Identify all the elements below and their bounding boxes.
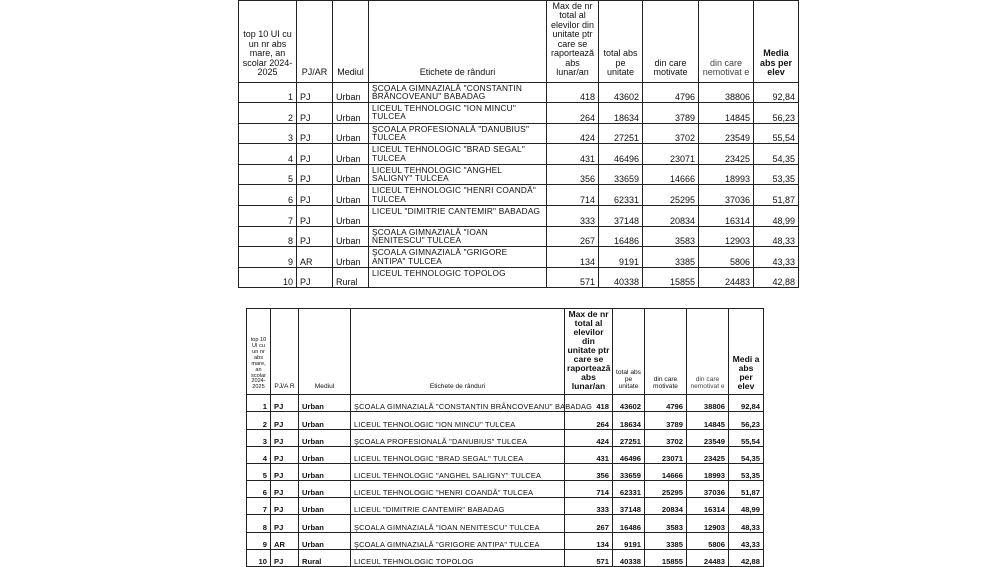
school-name-cell: LICEUL TEHNOLOGIC TOPOLOG xyxy=(369,267,547,288)
average-abs-cell: 55,54 xyxy=(729,429,764,446)
table-row xyxy=(239,206,799,227)
unmotivated-abs-cell: 18993 xyxy=(687,463,729,480)
motivated-abs-cell: 3583 xyxy=(643,226,699,247)
unmotivated-abs-cell: 38806 xyxy=(687,395,729,412)
pjar-cell: AR xyxy=(297,247,333,268)
mediu-cell: Urban xyxy=(299,481,351,498)
school-name-cell: ŞCOALA GIMNAZIALĂ "GRIGORE ANTIPA" TULCEA xyxy=(369,247,547,268)
unmotivated-abs-cell: 23549 xyxy=(687,429,729,446)
motivated-abs-cell: 3789 xyxy=(643,103,699,124)
table-row xyxy=(239,185,799,206)
unmotivated-abs-cell: 38806 xyxy=(699,82,754,103)
max-students-cell: 424 xyxy=(547,123,599,144)
header-total: total abs pe unitate xyxy=(599,1,643,83)
pjar-cell: PJ xyxy=(297,82,333,103)
unmotivated-abs-cell: 23425 xyxy=(687,446,729,463)
pjar-cell: PJ xyxy=(297,185,333,206)
table-row xyxy=(247,463,764,480)
motivated-abs-cell: 25295 xyxy=(643,185,699,206)
mediu-cell: Urban xyxy=(333,164,369,185)
total-abs-cell: 18634 xyxy=(613,412,645,429)
total-abs-cell: 27251 xyxy=(613,429,645,446)
motivated-abs-cell: 14666 xyxy=(645,463,687,480)
top-absence-table xyxy=(238,0,799,288)
unmotivated-abs-cell: 16314 xyxy=(699,206,754,227)
unmotivated-abs-cell: 37036 xyxy=(699,185,754,206)
unmotivated-abs-cell: 14845 xyxy=(687,412,729,429)
school-name-cell: LICEUL TEHNOLOGIC "BRAD SEGAL" TULCEA xyxy=(369,144,547,165)
school-name-cell: LICEUL "DIMITRIE CANTEMIR" BABADAG xyxy=(351,498,565,515)
mediu-cell: Urban xyxy=(333,103,369,124)
header-pjar: PJ/A R xyxy=(271,309,299,395)
rank-cell: 8 xyxy=(247,515,271,532)
pjar-cell: AR xyxy=(271,532,299,549)
mediu-cell: Rural xyxy=(299,549,351,566)
school-name-cell: LICEUL TEHNOLOGIC "ANGHEL SALIGNY" TULCEA xyxy=(351,463,565,480)
total-abs-cell: 33659 xyxy=(613,463,645,480)
mediu-cell: Urban xyxy=(333,206,369,227)
motivated-abs-cell: 4796 xyxy=(645,395,687,412)
table-row xyxy=(239,103,799,124)
average-abs-cell: 53,35 xyxy=(729,463,764,480)
motivated-abs-cell: 3789 xyxy=(645,412,687,429)
average-abs-cell: 48,33 xyxy=(754,226,799,247)
table-row xyxy=(247,429,764,446)
table-row xyxy=(239,247,799,268)
total-abs-cell: 27251 xyxy=(599,123,643,144)
unmotivated-abs-cell: 16314 xyxy=(687,498,729,515)
rank-cell: 2 xyxy=(247,412,271,429)
average-abs-cell: 54,35 xyxy=(729,446,764,463)
pjar-cell: PJ xyxy=(271,395,299,412)
unmotivated-abs-cell: 37036 xyxy=(687,481,729,498)
average-abs-cell: 55,54 xyxy=(754,123,799,144)
max-students-cell: 333 xyxy=(547,206,599,227)
school-name-cell: ŞCOALA GIMNAZIALĂ "CONSTANTIN BRÂNCOVEANU" BABADAG xyxy=(351,395,565,412)
total-abs-cell: 43602 xyxy=(613,395,645,412)
header-rank: top 10 UI cu un nr abs mare, an scolar 2024-2025 xyxy=(239,1,297,83)
table-row xyxy=(239,164,799,185)
header-pjar: PJ/AR xyxy=(297,1,333,83)
total-abs-cell: 40338 xyxy=(613,549,645,566)
mediu-cell: Urban xyxy=(333,226,369,247)
school-name-cell: LICEUL TEHNOLOGIC "BRAD SEGAL" TULCEA xyxy=(351,446,565,463)
unmotivated-abs-cell: 5806 xyxy=(699,247,754,268)
average-abs-cell: 48,99 xyxy=(729,498,764,515)
pjar-cell: PJ xyxy=(297,206,333,227)
max-students-cell: 356 xyxy=(547,164,599,185)
max-students-cell: 424 xyxy=(565,429,613,446)
school-name-cell: ŞCOALA PROFESIONALĂ "DANUBIUS" TULCEA xyxy=(351,429,565,446)
average-abs-cell: 42,88 xyxy=(754,267,799,288)
table-row xyxy=(247,412,764,429)
unmotivated-abs-cell: 23549 xyxy=(699,123,754,144)
rank-cell: 9 xyxy=(247,532,271,549)
unmotivated-abs-cell: 14845 xyxy=(699,103,754,124)
header-mediu: Mediul xyxy=(299,309,351,395)
total-abs-cell: 37148 xyxy=(613,498,645,515)
pjar-cell: PJ xyxy=(271,446,299,463)
school-name-cell: LICEUL "DIMITRIE CANTEMIR" BABADAG xyxy=(369,206,547,227)
pjar-cell: PJ xyxy=(271,549,299,566)
rank-cell: 10 xyxy=(239,267,297,288)
motivated-abs-cell: 20834 xyxy=(643,206,699,227)
mediu-cell: Urban xyxy=(299,429,351,446)
rank-cell: 6 xyxy=(239,185,297,206)
school-name-cell: LICEUL TEHNOLOGIC "ANGHEL SALIGNY" TULCEA xyxy=(369,164,547,185)
rank-cell: 6 xyxy=(247,481,271,498)
bottom-absence-table xyxy=(246,308,764,567)
pjar-cell: PJ xyxy=(297,123,333,144)
school-name-cell: LICEUL TEHNOLOGIC TOPOLOG xyxy=(351,549,565,566)
max-students-cell: 431 xyxy=(547,144,599,165)
pjar-cell: PJ xyxy=(271,498,299,515)
rank-cell: 1 xyxy=(239,82,297,103)
header-nemotivate: din care nemotivat e xyxy=(687,309,729,395)
rank-cell: 10 xyxy=(247,549,271,566)
header-etichete: Etichete de rânduri xyxy=(369,1,547,83)
school-name-cell: ŞCOALA PROFESIONALĂ "DANUBIUS" TULCEA xyxy=(369,123,547,144)
pjar-cell: PJ xyxy=(271,463,299,480)
motivated-abs-cell: 23071 xyxy=(645,446,687,463)
max-students-cell: 356 xyxy=(565,463,613,480)
pjar-cell: PJ xyxy=(271,412,299,429)
pjar-cell: PJ xyxy=(297,226,333,247)
max-students-cell: 134 xyxy=(547,247,599,268)
unmotivated-abs-cell: 24483 xyxy=(699,267,754,288)
average-abs-cell: 56,23 xyxy=(729,412,764,429)
mediu-cell: Urban xyxy=(299,412,351,429)
school-name-cell: LICEUL TEHNOLOGIC "ION MINCU" TULCEA xyxy=(351,412,565,429)
mediu-cell: Urban xyxy=(299,446,351,463)
max-students-cell: 714 xyxy=(547,185,599,206)
unmotivated-abs-cell: 12903 xyxy=(687,515,729,532)
mediu-cell: Urban xyxy=(333,123,369,144)
header-motivate: din care motivate xyxy=(643,1,699,83)
header-total: total abs pe unitate xyxy=(613,309,645,395)
average-abs-cell: 53,35 xyxy=(754,164,799,185)
average-abs-cell: 43,33 xyxy=(754,247,799,268)
average-abs-cell: 43,33 xyxy=(729,532,764,549)
table-row xyxy=(247,481,764,498)
table-row xyxy=(247,515,764,532)
rank-cell: 3 xyxy=(239,123,297,144)
header-nemotivate: din care nemotivat e xyxy=(699,1,754,83)
mediu-cell: Urban xyxy=(333,247,369,268)
average-abs-cell: 48,33 xyxy=(729,515,764,532)
unmotivated-abs-cell: 24483 xyxy=(687,549,729,566)
max-students-cell: 333 xyxy=(565,498,613,515)
total-abs-cell: 62331 xyxy=(613,481,645,498)
rank-cell: 8 xyxy=(239,226,297,247)
table-row xyxy=(247,395,764,412)
header-max: Max de nr total al elevilor din unitate ptr care se raportează abs lunar/an xyxy=(547,1,599,83)
table-header-row xyxy=(239,1,799,83)
pjar-cell: PJ xyxy=(271,429,299,446)
header-etichete: Etichete de rânduri xyxy=(351,309,565,395)
rank-cell: 7 xyxy=(247,498,271,515)
rank-cell: 2 xyxy=(239,103,297,124)
header-media: Medi a abs per elev xyxy=(729,309,764,395)
max-students-cell: 418 xyxy=(547,82,599,103)
pjar-cell: PJ xyxy=(271,515,299,532)
pjar-cell: PJ xyxy=(271,481,299,498)
pjar-cell: PJ xyxy=(297,267,333,288)
rank-cell: 3 xyxy=(247,429,271,446)
table-row xyxy=(239,267,799,288)
motivated-abs-cell: 15855 xyxy=(645,549,687,566)
total-abs-cell: 33659 xyxy=(599,164,643,185)
unmotivated-abs-cell: 23425 xyxy=(699,144,754,165)
mediu-cell: Urban xyxy=(299,532,351,549)
max-students-cell: 571 xyxy=(547,267,599,288)
school-name-cell: ŞCOALA GIMNAZIALĂ "IOAN NENITESCU" TULCEA xyxy=(369,226,547,247)
header-media: Media abs per elev xyxy=(754,1,799,83)
rank-cell: 4 xyxy=(239,144,297,165)
mediu-cell: Urban xyxy=(299,395,351,412)
table-row xyxy=(247,549,764,566)
table-row xyxy=(247,498,764,515)
total-abs-cell: 40338 xyxy=(599,267,643,288)
pjar-cell: PJ xyxy=(297,144,333,165)
motivated-abs-cell: 25295 xyxy=(645,481,687,498)
motivated-abs-cell: 23071 xyxy=(643,144,699,165)
total-abs-cell: 16486 xyxy=(599,226,643,247)
max-students-cell: 134 xyxy=(565,532,613,549)
school-name-cell: ŞCOALA GIMNAZIALĂ "GRIGORE ANTIPA" TULCEA xyxy=(351,532,565,549)
average-abs-cell: 51,87 xyxy=(754,185,799,206)
max-students-cell: 714 xyxy=(565,481,613,498)
motivated-abs-cell: 3702 xyxy=(643,123,699,144)
header-max: Max de nr total al elevilor din unitate ptr care se raportează abs lunar/an xyxy=(565,309,613,395)
rank-cell: 5 xyxy=(239,164,297,185)
motivated-abs-cell: 3385 xyxy=(645,532,687,549)
total-abs-cell: 9191 xyxy=(613,532,645,549)
header-mediu: Mediul xyxy=(333,1,369,83)
table-row xyxy=(247,532,764,549)
total-abs-cell: 62331 xyxy=(599,185,643,206)
school-name-cell: LICEUL TEHNOLOGIC "ION MINCU" TULCEA xyxy=(369,103,547,124)
mediu-cell: Urban xyxy=(299,498,351,515)
total-abs-cell: 18634 xyxy=(599,103,643,124)
total-abs-cell: 16486 xyxy=(613,515,645,532)
table-row xyxy=(239,82,799,103)
rank-cell: 9 xyxy=(239,247,297,268)
average-abs-cell: 48,99 xyxy=(754,206,799,227)
motivated-abs-cell: 20834 xyxy=(645,498,687,515)
total-abs-cell: 46496 xyxy=(613,446,645,463)
rank-cell: 1 xyxy=(247,395,271,412)
header-rank: top 10 UI cu un nr abs mare, an scolar 2024-2025 xyxy=(247,309,271,395)
average-abs-cell: 92,84 xyxy=(729,395,764,412)
table-row xyxy=(239,144,799,165)
motivated-abs-cell: 14666 xyxy=(643,164,699,185)
max-students-cell: 267 xyxy=(547,226,599,247)
average-abs-cell: 42,88 xyxy=(729,549,764,566)
average-abs-cell: 54,35 xyxy=(754,144,799,165)
unmotivated-abs-cell: 18993 xyxy=(699,164,754,185)
average-abs-cell: 51,87 xyxy=(729,481,764,498)
total-abs-cell: 43602 xyxy=(599,82,643,103)
school-name-cell: LICEUL TEHNOLOGIC "HENRI COANDĂ" TULCEA xyxy=(369,185,547,206)
table-header-row xyxy=(247,309,764,395)
mediu-cell: Urban xyxy=(333,185,369,206)
school-name-cell: ŞCOALA GIMNAZIALĂ "IOAN NENITESCU" TULCEA xyxy=(351,515,565,532)
table-row xyxy=(247,446,764,463)
table-row xyxy=(239,123,799,144)
mediu-cell: Urban xyxy=(299,515,351,532)
motivated-abs-cell: 4796 xyxy=(643,82,699,103)
max-students-cell: 571 xyxy=(565,549,613,566)
school-name-cell: ŞCOALA GIMNAZIALĂ "CONSTANTIN BRÂNCOVEANU" BABADAG xyxy=(369,82,547,103)
max-students-cell: 264 xyxy=(565,412,613,429)
max-students-cell: 418 xyxy=(565,395,613,412)
max-students-cell: 431 xyxy=(565,446,613,463)
mediu-cell: Urban xyxy=(333,144,369,165)
unmotivated-abs-cell: 12903 xyxy=(699,226,754,247)
motivated-abs-cell: 3583 xyxy=(645,515,687,532)
pjar-cell: PJ xyxy=(297,164,333,185)
mediu-cell: Urban xyxy=(299,463,351,480)
rank-cell: 7 xyxy=(239,206,297,227)
total-abs-cell: 46496 xyxy=(599,144,643,165)
unmotivated-abs-cell: 5806 xyxy=(687,532,729,549)
average-abs-cell: 92,84 xyxy=(754,82,799,103)
max-students-cell: 267 xyxy=(565,515,613,532)
pjar-cell: PJ xyxy=(297,103,333,124)
total-abs-cell: 9191 xyxy=(599,247,643,268)
motivated-abs-cell: 3702 xyxy=(645,429,687,446)
total-abs-cell: 37148 xyxy=(599,206,643,227)
table-row xyxy=(239,226,799,247)
mediu-cell: Urban xyxy=(333,82,369,103)
header-motivate: din care motivate xyxy=(645,309,687,395)
school-name-cell: LICEUL TEHNOLOGIC "HENRI COANDĂ" TULCEA xyxy=(351,481,565,498)
motivated-abs-cell: 15855 xyxy=(643,267,699,288)
max-students-cell: 264 xyxy=(547,103,599,124)
average-abs-cell: 56,23 xyxy=(754,103,799,124)
rank-cell: 4 xyxy=(247,446,271,463)
rank-cell: 5 xyxy=(247,463,271,480)
mediu-cell: Rural xyxy=(333,267,369,288)
motivated-abs-cell: 3385 xyxy=(643,247,699,268)
